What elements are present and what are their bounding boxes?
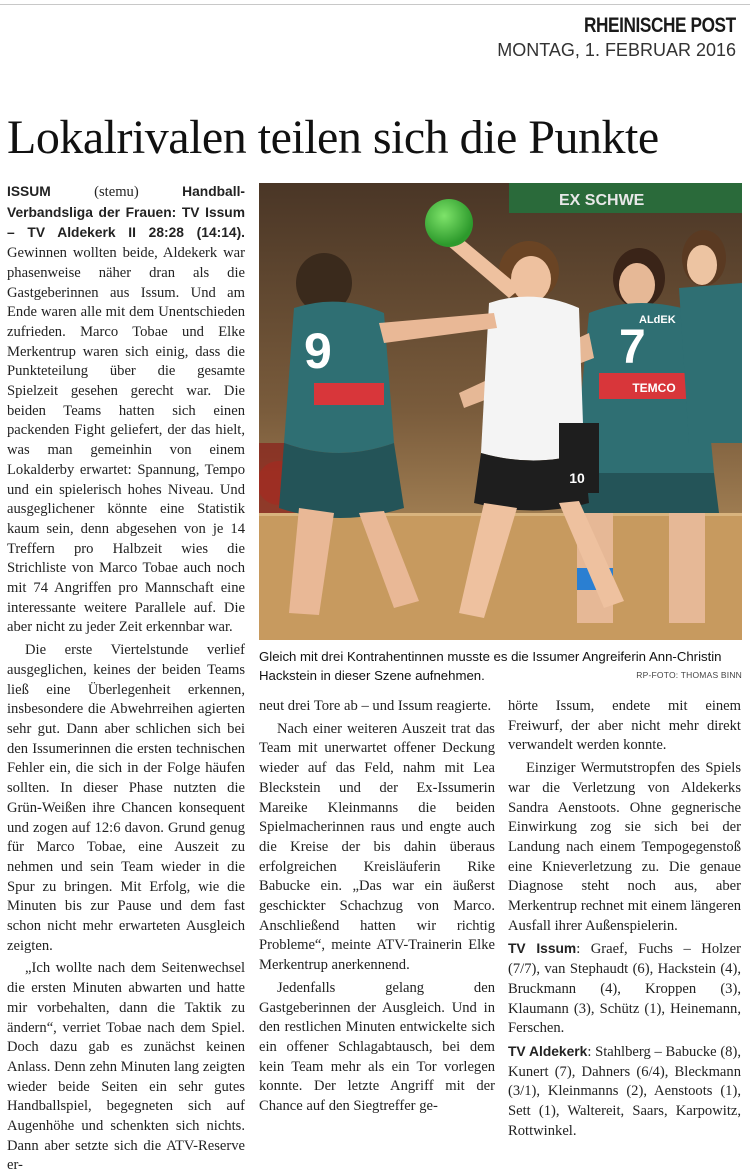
jersey-brand-text: TEMCO: [632, 381, 676, 395]
article-column-1: [7, 182, 245, 1176]
photo-credit: RP-FOTO: THOMAS BINN: [636, 670, 742, 680]
handball: [425, 199, 473, 247]
issum-lineup: [508, 939, 741, 1039]
jersey-number-9: 9: [304, 323, 332, 379]
lead-paragraph: [7, 182, 245, 638]
jersey-sponsor-text: ALdEK: [639, 314, 676, 326]
article-column-2: [259, 697, 495, 1117]
jersey-number-7: 7: [619, 321, 646, 374]
dateline-place: ISSUM: [7, 184, 51, 199]
col3-continuation: hörte Issum, endete mit einem Freiwurf, der aber nicht mehr direkt verwandelt werden konnte.: [508, 698, 741, 754]
banner-text: EX SCHWE: [559, 192, 645, 209]
col2-paragraph-2: Jedenfalls gelang den Gastgeberinnen der Ausgleich. Und in den restlichen Minuten entwickelte sich ein offener Schlagabtausch, bei dem kein Team mehr als ein Tor vorlegen konnte. Der letzte Angriff mit der Chance auf den Siegtreffer ge-: [259, 979, 495, 1115]
article-photo: [259, 183, 742, 640]
newspaper-name: RHEINISCHE POST: [584, 14, 736, 37]
article-column-3: [508, 697, 741, 1141]
photo-caption: Gleich mit drei Kontrahentinnen musste es die Issumer Angreiferin Ann-Christin Hackstein in dieser Szene aufnehmen.: [259, 649, 722, 683]
col3-paragraph-1: Einziger Wermutstropfen des Spiels war die Verletzung von Aldekerks Sandra Aenstoots. Ohne gegnerische Einwirkung zog sie sich bei der Landung nach einem Tempogegenstoß eine Knieverletzung zu. Die genaue Diagnose steht noch aus, aber Merkentrup rechnet mit einem längeren Ausfall ihrer Außenspielerin.: [508, 760, 741, 934]
masthead: [497, 14, 736, 61]
aldekerk-players: : Stahlberg – Babucke (8), Kunert (7), Dahners (6/4), Bleckmann (3/1), Kleinmanns (2), Aenstoots (1), Sett (1), Waltereit, Saars, Karpowitz, Rottwinkel.: [508, 1043, 741, 1139]
col2-continuation: neut drei Tore ab – und Issum reagierte.: [259, 698, 492, 714]
handball-scene-image: [259, 183, 742, 640]
dateline-author: (stemu): [50, 184, 183, 200]
aldekerk-label: TV Aldekerk: [508, 1043, 588, 1059]
paragraph-2: Die erste Viertelstunde verlief ausgeglichen, keines der beiden Teams ließ eine Überlegenheit erkennen, insbesondere die Abwehrreihen agierten sehr gut. Dann aber schlichen sich bei den Issumerinnen die ersten technischen Fehler ein, die sich in der Folge häufen sollten. In dieser Phase nutzten die Grün-Weißen ihre Chancen konsequent und zogen auf 12:6 davon. Grund genug für Marco Tobae, eine Auszeit zu nehmen und sein Team wieder in die Spur zu bringen. Mit Erfolg, wie die Minuten bis zur Pause und dem fast schon nicht mehr erwarteten Ausgleich zeigten.: [7, 642, 245, 954]
lead-summary: Handball-Verbandsliga der Frauen: TV Issum – TV Aldekerk II 28:28 (14:14).: [7, 184, 245, 241]
article-headline: Lokalrivalen teilen sich die Punkte: [7, 111, 659, 164]
issum-label: TV Issum: [508, 941, 577, 957]
top-rule: [0, 4, 750, 5]
player-number-10: [559, 423, 599, 493]
lead-body: Gewinnen wollten beide, Aldekerk war phasenweise näher dran als die Gastgeberinnen aus Issum. Und am Ende waren alle mit dem Unentschieden zufrieden. Marco Tobae und Elke Merkentrup waren sich einig, dass die Punkteteilung über die gesamte Spielzeit gesehen gerecht war. Die beiden Teams hatten sich einen packenden Fight geliefert, der das hielt, was man gemeinhin von einem Lokalderby erwartet: Spannung, Tempo und ein spielerisch hohes Niveau. Und ausgeglichener könnte eine Statistik kaum sein, denn abgesehen von je 14 Treffern pro Halbzeit wies die Strichliste von Marco Tobae auch noch mit 74 Angriffen pro Mannschaft eine interessante weitere Parallele auf. Die aber nicht zu jeder Zeit erkennbar war.: [7, 245, 245, 636]
issum-players: : Graef, Fuchs – Holzer (7/7), van Stephaudt (6), Hackstein (4), Bruckmann (4), Kroppen (3), Klaumann (3), Schütz (1), Heinemann, Ferschen.: [508, 941, 741, 1037]
publication-date: MONTAG, 1. FEBRUAR 2016: [497, 40, 736, 60]
paragraph-3: „Ich wollte nach dem Seitenwechsel die ersten Minuten abwarten und hatte mir vorbehalten, dann die Taktik zu ändern“, verriet Tobae nach dem Spiel. Doch dazu gab es zunächst keinen Anlass. Denn zehn Minuten lang zeigten wieder beide Seiten ein sehr gutes Handballspiel, begegneten sich auf Augenhöhe und schenkten sich nichts. Dann aber setzte sich die ATV-Reserve er-: [7, 960, 245, 1174]
jersey-number-10: 10: [569, 470, 585, 486]
aldekerk-lineup: [508, 1042, 741, 1142]
col2-paragraph-1: Nach einer weiteren Auszeit trat das Team mit unerwartet offener Deckung wieder auf das Feld, nahm mit Lea Bleckstein und der Ex-Issumerin Mareike Kleinmanns die beiden Spielmacherinnen raus und engte auch die Kreise der bis dahin überaus erfolgreichen Kreisläuferin Rike Babucke ein. „Das war ein äußerst geschickter Schachzug von Marco. Anschließend hatten wir richtig Probleme“, meinte ATV-Trainerin Elke Merkentrup anerkennend.: [259, 720, 495, 974]
